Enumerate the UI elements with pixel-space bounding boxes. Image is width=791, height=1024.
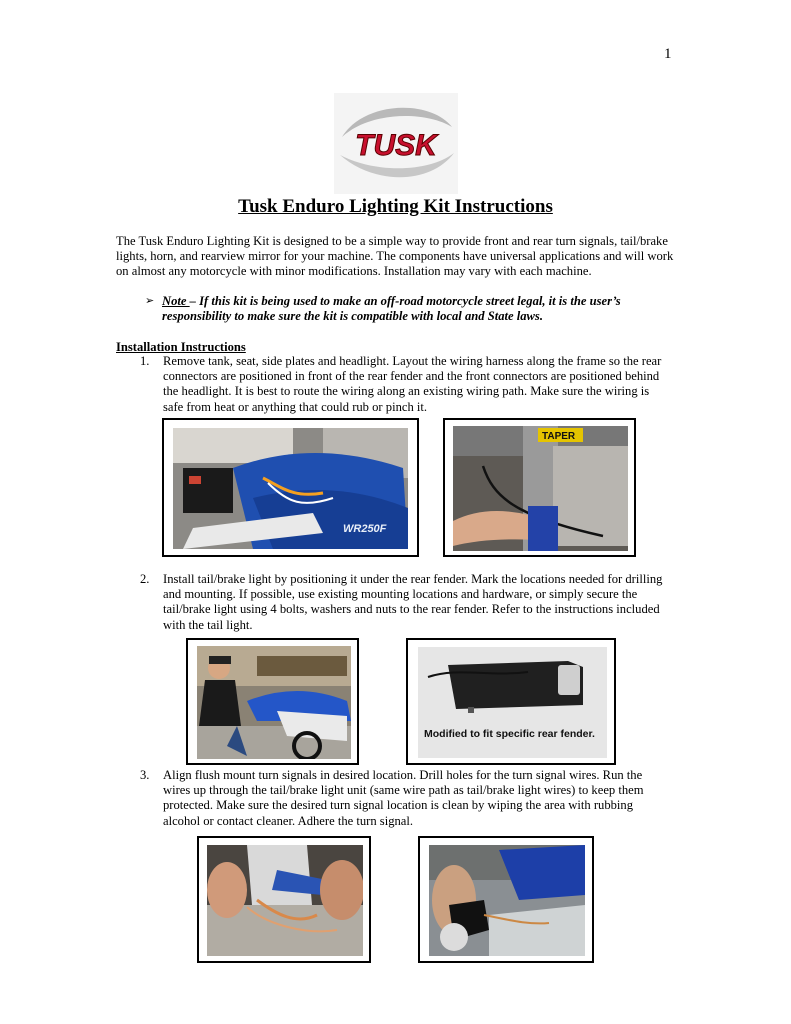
photo-caption: Modified to fit specific rear fender. bbox=[424, 728, 595, 740]
step-text: Align flush mount turn signals in desired location. Drill holes for the turn signal wires. Run the wires up through the tail/brake light unit (same wire path as tail/brake light wires) to keep them protected. Make sure the desired turn signal location is clean by wiping the area with rubbing alcohol or contact cleaner. Adhere the turn signal. bbox=[163, 768, 644, 828]
fender-decal-text: WR250F bbox=[343, 523, 387, 535]
photo-tail-light-mounting bbox=[186, 638, 359, 765]
step-number: 1. bbox=[140, 354, 150, 368]
photo-turn-signal-install bbox=[418, 836, 594, 963]
page-number: 1 bbox=[664, 46, 672, 62]
photo-wiring-front bbox=[443, 418, 636, 557]
step-2 bbox=[140, 572, 670, 633]
sticker-text: TAPER bbox=[542, 431, 576, 442]
photo-turn-signal-wires bbox=[197, 836, 371, 963]
logo-wordmark: TUSK bbox=[355, 129, 437, 162]
step-text: Install tail/brake light by positioning it under the rear fender. Mark the locations needed for drilling and mounting. If possible, use existing mounting locations and hardware, or simply secure the tail/brake light using 4 bolts, washers and nuts to the rear fender. Refer to the instructions included with the tail light. bbox=[163, 572, 663, 632]
tusk-logo bbox=[334, 93, 458, 194]
photo-modified-tail-light bbox=[406, 638, 616, 765]
legal-note bbox=[145, 294, 665, 324]
installation-heading: Installation Instructions bbox=[116, 340, 246, 354]
photo-wiring-harness-rear bbox=[162, 418, 419, 557]
arrow-bullet-icon: ➢ bbox=[145, 295, 155, 307]
step-3 bbox=[140, 768, 670, 829]
step-text: Remove tank, seat, side plates and headlight. Layout the wiring harness along the frame so the rear connectors are positioned in front of the rear fender and the front connectors are positioned behind the headlight. It is best to route the wiring along an existing wiring path. Make sure the wiring is safe from heat or anything that could rub or pinch it. bbox=[163, 354, 662, 414]
page-title: Tusk Enduro Lighting Kit Instructions bbox=[238, 196, 553, 217]
intro-paragraph: The Tusk Enduro Lighting Kit is designed to be a simple way to provide front and rear turn signals, tail/brake lights, horn, and rearview mirror for your machine. The components have universal applications and will work on almost any motorcycle with minor modifications. Installation may vary with each machine. bbox=[116, 234, 674, 279]
step-number: 2. bbox=[140, 572, 150, 586]
step-1 bbox=[140, 354, 670, 415]
note-text: – If this kit is being used to make an off-road motorcycle street legal, it is the user’s responsibility to make sure the kit is compatible with local and State laws. bbox=[162, 294, 621, 324]
step-number: 3. bbox=[140, 768, 150, 782]
note-label: Note bbox=[162, 294, 190, 308]
